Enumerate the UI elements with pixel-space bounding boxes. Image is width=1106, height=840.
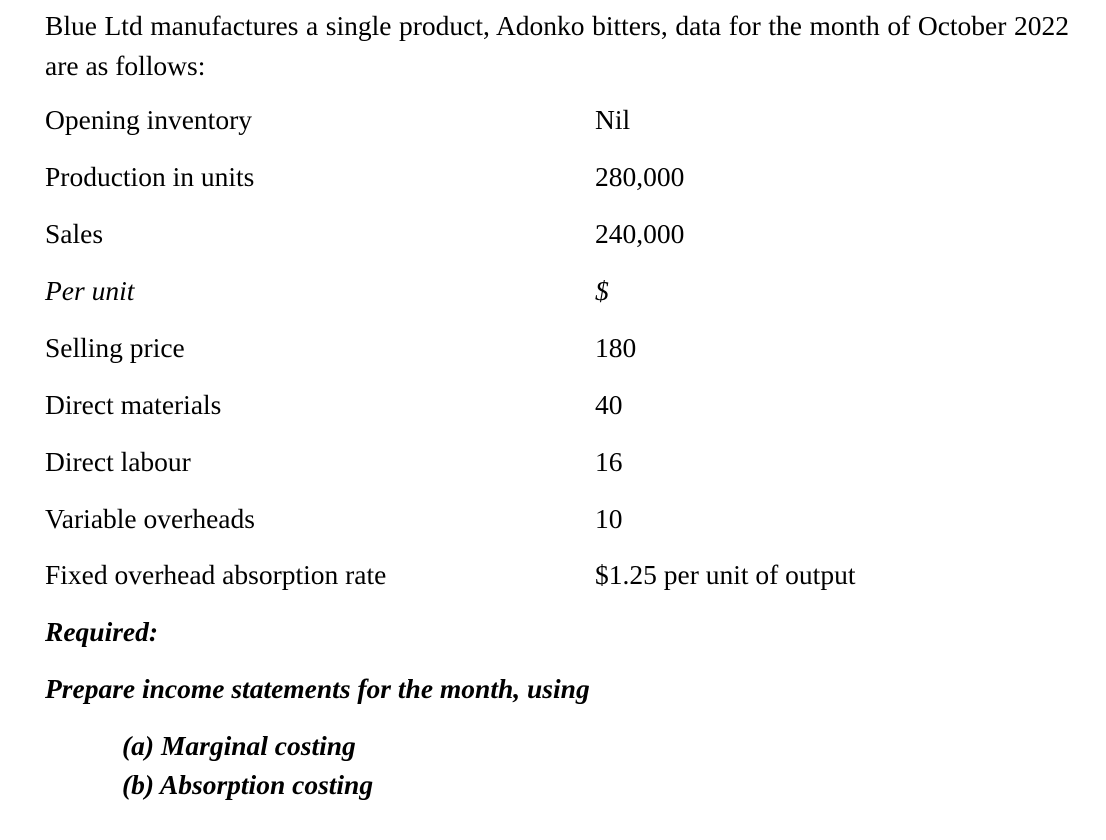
- row-value: 240,000: [595, 218, 685, 249]
- required-heading: Required:: [45, 616, 159, 647]
- row-label: Per unit: [45, 275, 135, 306]
- data-row-per-unit-header: [0, 271, 1106, 311]
- row-value: 180: [595, 332, 637, 363]
- row-value: $1.25 per unit of output: [595, 559, 856, 590]
- row-value: $: [595, 275, 609, 306]
- data-row-production: [0, 157, 1106, 197]
- row-value: 16: [595, 446, 623, 477]
- data-row-opening-inventory: [0, 100, 1106, 140]
- row-label: Sales: [45, 218, 104, 249]
- data-row-direct-materials: [0, 385, 1106, 425]
- data-row-selling-price: [0, 328, 1106, 368]
- required-item-a: (a) Marginal costing: [122, 730, 356, 761]
- data-row-variable-overheads: [0, 499, 1106, 539]
- data-row-fixed-overhead-rate: [0, 555, 1106, 595]
- row-label: Production in units: [45, 161, 255, 192]
- data-row-direct-labour: [0, 442, 1106, 482]
- row-label: Direct labour: [45, 446, 191, 477]
- row-label: Selling price: [45, 332, 185, 363]
- row-value: Nil: [595, 104, 631, 135]
- data-row-sales: [0, 214, 1106, 254]
- row-label: Variable overheads: [45, 503, 255, 534]
- row-value: 40: [595, 389, 623, 420]
- required-instruction: Prepare income statements for the month, using: [45, 673, 590, 704]
- row-label: Opening inventory: [45, 104, 252, 135]
- row-value: 280,000: [595, 161, 685, 192]
- intro-paragraph: Blue Ltd manufactures a single product, Adonko bitters, data for the month of October 2022 are as follows:: [45, 10, 1069, 81]
- row-label: Fixed overhead absorption rate: [45, 559, 387, 590]
- row-label: Direct materials: [45, 389, 222, 420]
- required-item-b: (b) Absorption costing: [122, 769, 374, 800]
- row-value: 10: [595, 503, 623, 534]
